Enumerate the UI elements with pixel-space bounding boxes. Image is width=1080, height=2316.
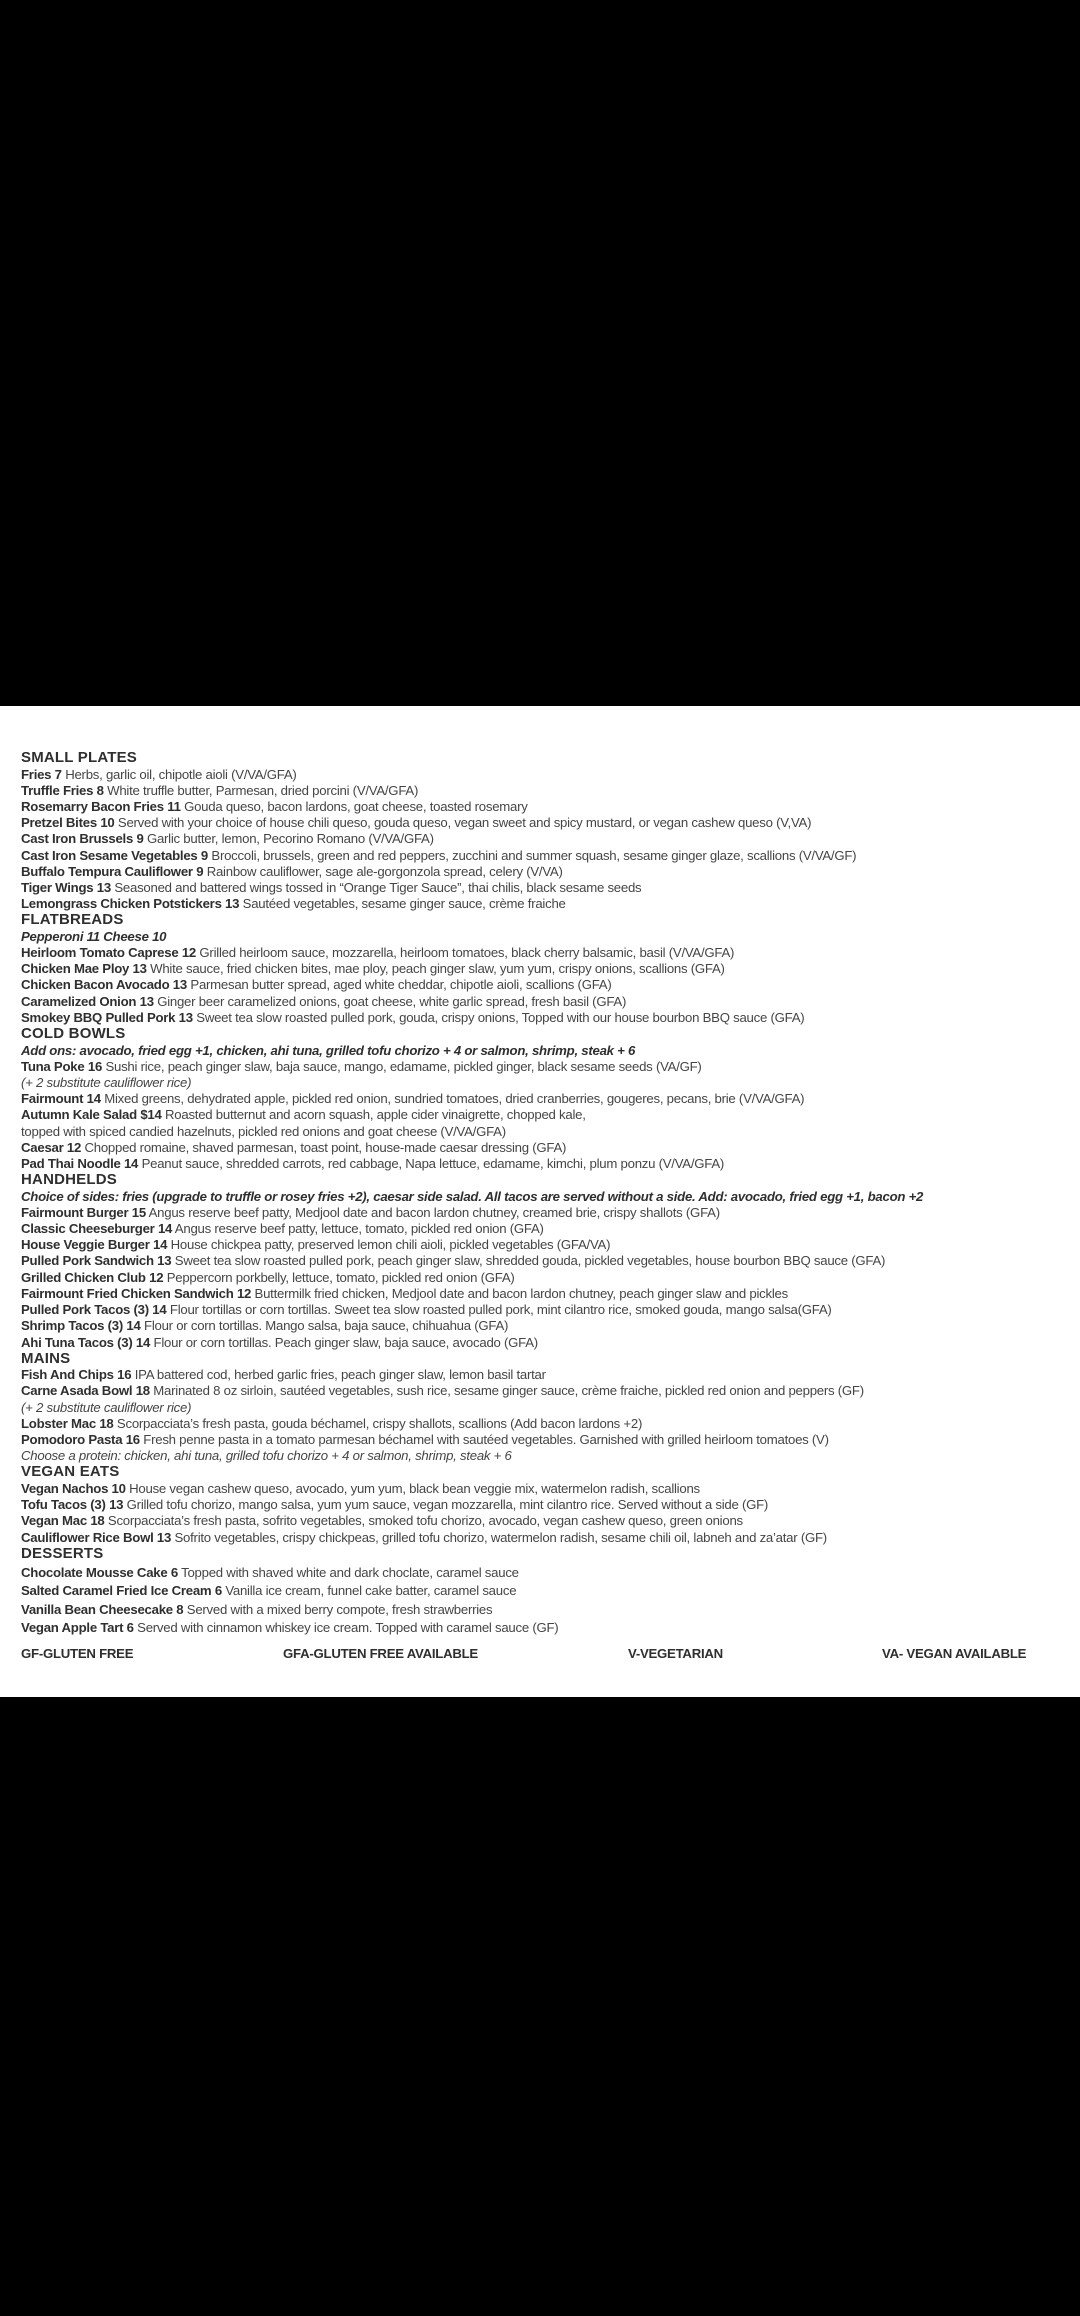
dietary-legend (21, 1646, 1060, 1662)
item-name: Chocolate Mousse Cake 6 (21, 1564, 178, 1580)
item-description: Peanut sauce, shredded carrots, red cabbage, Napa lettuce, edamame, kimchi, plum ponzu (V/VA/GFA) (138, 1155, 725, 1171)
item-name: Fairmount 14 (21, 1091, 101, 1107)
item-description: IPA battered cod, herbed garlic fries, peach ginger slaw, lemon basil tartar (131, 1367, 546, 1383)
menu-item (21, 1091, 1060, 1107)
item-description: Fresh penne pasta in a tomato parmesan béchamel with sautéed vegetables. Garnished with grilled heirloom tomatoes (V) (139, 1432, 829, 1448)
menu-item (21, 1432, 1060, 1448)
item-description: Sofrito vegetables, crispy chickpeas, grilled tofu chorizo, watermelon radish, sesame chili oil, labneh and za’atar (GF) (171, 1529, 827, 1545)
item-description: Mixed greens, dehydrated apple, pickled red onion, sundried tomatoes, dried cranberries, gougeres, pecans, brie (V/VA/GFA) (100, 1091, 805, 1107)
item-description: Topped with shaved white and dark choclate, caramel sauce (177, 1564, 519, 1580)
item-description: Chopped romaine, shaved parmesan, toast point, house-made caesar dressing (GFA) (81, 1139, 567, 1155)
item-name: Carne Asada Bowl 18 (21, 1383, 150, 1399)
legend-gluten-free-available: GFA-GLUTEN FREE AVAILABLE (283, 1646, 478, 1662)
item-note: (+ 2 substitute cauliflower rice) (21, 1399, 192, 1415)
item-description: Flour or corn tortillas. Peach ginger slaw, baja sauce, avocado (GFA) (150, 1334, 538, 1350)
menu-item (21, 1237, 1060, 1253)
menu-item (21, 848, 1060, 864)
menu-item (21, 1318, 1060, 1334)
menu-item (21, 1302, 1060, 1318)
item-description: Seasoned and battered wings tossed in “Orange Tiger Sauce”, thai chilis, black sesame seeds (110, 879, 642, 895)
item-description: Peppercorn porkbelly, lettuce, tomato, pickled red onion (GFA) (163, 1269, 515, 1285)
menu-item (21, 815, 1060, 831)
item-name: Autumn Kale Salad $14 (21, 1107, 162, 1123)
item-name: Lobster Mac 18 (21, 1415, 114, 1431)
item-description: Sweet tea slow roasted pulled pork, peach ginger slaw, shredded gouda, pickled vegetables, house bourbon BBQ sauce (GFA) (171, 1253, 886, 1269)
item-description: Rainbow cauliflower, sage ale-gorgonzola spread, celery (V/VA) (203, 863, 563, 879)
item-description: House chickpea patty, preserved lemon chili aioli, pickled vegetables (GFA/VA) (167, 1237, 611, 1253)
item-description: Ginger beer caramelized onions, goat cheese, white garlic spread, fresh basil (GFA) (153, 993, 627, 1009)
item-name: Lemongrass Chicken Potstickers 13 (21, 896, 240, 912)
menu-item (21, 831, 1060, 847)
menu-item (21, 1383, 1060, 1399)
item-description-continued: topped with spiced candied hazelnuts, pickled red onions and goat cheese (V/VA/GFA) (21, 1123, 506, 1139)
menu-item (21, 1270, 1060, 1286)
item-name: Fries 7 (21, 766, 62, 782)
item-name: Fairmount Burger 15 (21, 1204, 146, 1220)
item-description: Sweet tea slow roasted pulled pork, gouda, crispy onions, Topped with our house bourbon BBQ sauce (GFA) (192, 1009, 805, 1025)
menu-item (21, 1513, 1060, 1529)
section-title-vegan-eats: VEGAN EATS (21, 1463, 120, 1481)
item-description: Roasted butternut and acorn squash, apple cider vinaigrette, chopped kale, (161, 1107, 586, 1123)
item-name: Pretzel Bites 10 (21, 815, 115, 831)
menu-item (21, 1497, 1060, 1513)
item-description: Vanilla ice cream, funnel cake batter, caramel sauce (221, 1583, 517, 1599)
item-description: Marinated 8 oz sirloin, sautéed vegetables, sush rice, sesame ginger sauce, crème fraiche, pickled red onion and peppers (GF) (149, 1383, 864, 1399)
item-name: House Veggie Burger 14 (21, 1237, 168, 1253)
menu-item (21, 1481, 1060, 1497)
item-name: Fish And Chips 16 (21, 1367, 132, 1383)
item-description: White sauce, fried chicken bites, mae ploy, peach ginger slaw, yum yum, crispy onions, scallions (GFA) (146, 961, 725, 977)
menu-item (21, 1059, 1060, 1075)
item-name: Tiger Wings 13 (21, 879, 111, 895)
desserts-section (21, 1546, 1060, 1637)
item-name: Tuna Poke 16 (21, 1058, 103, 1074)
item-name: Grilled Chicken Club 12 (21, 1269, 164, 1285)
menu-item (21, 961, 1060, 977)
item-description: Grilled tofu chorizo, mango salsa, yum yum sauce, vegan mozzarella, mint cilantro rice. Served without a side (GF) (123, 1497, 769, 1513)
menu-item (21, 1156, 1060, 1172)
section-title-small-plates: SMALL PLATES (21, 749, 138, 766)
item-name: Shrimp Tacos (3) 14 (21, 1318, 141, 1334)
item-name: Salted Caramel Fried Ice Cream 6 (21, 1583, 222, 1599)
item-description: Buttermilk fried chicken, Medjool date and bacon lardon chutney, peach ginger slaw and pickles (251, 1285, 788, 1301)
menu-item (21, 1565, 1060, 1581)
section-title-desserts: DESSERTS (21, 1544, 104, 1562)
item-description: Flour or corn tortillas. Mango salsa, baja sauce, chihuahua (GFA) (140, 1318, 509, 1334)
menu-item (21, 1286, 1060, 1302)
item-name: Pomodoro Pasta 16 (21, 1432, 140, 1448)
item-name: Heirloom Tomato Caprese 12 (21, 945, 197, 961)
item-name: Chicken Mae Ploy 13 (21, 961, 147, 977)
menu-item (21, 799, 1060, 815)
legend-vegan-available: VA- VEGAN AVAILABLE (882, 1646, 1027, 1662)
item-name: Pulled Pork Sandwich 13 (21, 1253, 172, 1269)
item-name: Vegan Apple Tart 6 (21, 1620, 134, 1636)
item-name: Caramelized Onion 13 (21, 993, 154, 1009)
item-name: Ahi Tuna Tacos (3) 14 (21, 1334, 151, 1350)
menu-item (21, 1205, 1060, 1221)
menu-item (21, 864, 1060, 880)
item-name: Truffle Fries 8 (21, 782, 104, 798)
item-description: Sushi rice, peach ginger slaw, baja sauce, mango, edamame, pickled ginger, black sesame seeds (VA/GF) (102, 1058, 702, 1074)
menu-item (21, 767, 1060, 783)
menu-item (21, 1335, 1060, 1351)
item-name: Cauliflower Rice Bowl 13 (21, 1529, 172, 1545)
menu-item (21, 1416, 1060, 1432)
item-name: Vanilla Bean Cheesecake 8 (21, 1601, 184, 1617)
legend-vegetarian: V-VEGETARIAN (628, 1646, 723, 1662)
menu-item (21, 1583, 1060, 1599)
item-description: Grilled heirloom sauce, mozzarella, heirloom tomatoes, black cherry balsamic, basil (V/VA/GFA) (196, 945, 735, 961)
section-title-cold-bowls: COLD BOWLS (21, 1025, 126, 1043)
item-name: Smokey BBQ Pulled Pork 13 (21, 1009, 193, 1025)
item-description: Angus reserve beef patty, Medjool date and bacon lardon chutney, creamed brie, crispy shallots (GFA) (145, 1204, 720, 1220)
item-description: Herbs, garlic oil, chipotle aioli (V/VA/GFA) (61, 766, 297, 782)
menu-item (21, 994, 1060, 1010)
item-name: Pulled Pork Tacos (3) 14 (21, 1302, 167, 1318)
item-note: (+ 2 substitute cauliflower rice) (21, 1074, 192, 1090)
menu-page (0, 706, 1080, 1697)
menu-item (21, 977, 1060, 993)
section-title-flatbreads: FLATBREADS (21, 911, 124, 929)
item-name: Chicken Bacon Avocado 13 (21, 977, 187, 993)
flatbread-basic-prices: Pepperoni 11 Cheese 10 (21, 928, 167, 944)
item-description: Flour tortillas or corn tortillas. Sweet tea slow roasted pulled pork, mint cilantro rice, smoked gouda, mango salsa(GFA) (166, 1302, 832, 1318)
item-description: House vegan cashew queso, avocado, yum yum, black bean veggie mix, watermelon radish, scallions (125, 1480, 700, 1496)
menu-item (21, 1530, 1060, 1546)
menu-item (21, 1367, 1060, 1383)
item-name: Tofu Tacos (3) 13 (21, 1497, 124, 1513)
protein-note: Choose a protein: chicken, ahi tuna, grilled tofu chorizo + 4 or salmon, shrimp, steak + 6 (21, 1448, 512, 1464)
item-name: Vegan Nachos 10 (21, 1480, 126, 1496)
item-name: Caesar 12 (21, 1139, 82, 1155)
item-name: Rosemarry Bacon Fries 11 (21, 798, 181, 814)
section-title-handhelds: HANDHELDS (21, 1171, 117, 1189)
menu-item (21, 1010, 1060, 1026)
item-description: Served with a mixed berry compote, fresh strawberries (183, 1601, 493, 1617)
item-name: Pad Thai Noodle 14 (21, 1155, 139, 1171)
item-description: Scorpacciata’s fresh pasta, gouda béchamel, crispy shallots, scallions (Add bacon lardons +2) (113, 1415, 643, 1431)
menu-item (21, 896, 1060, 912)
menu-item (21, 1107, 1060, 1123)
item-description: Served with cinnamon whiskey ice cream. Topped with caramel sauce (GF) (133, 1620, 559, 1636)
menu-item (21, 1140, 1060, 1156)
item-name: Cast Iron Brussels 9 (21, 831, 144, 847)
item-description: Garlic butter, lemon, Pecorino Romano (V/VA/GFA) (143, 831, 434, 847)
menu-item (21, 1221, 1060, 1237)
handhelds-sides-note: Choice of sides: fries (upgrade to truffle or rosey fries +2), caesar side salad. All tacos are served without a side. Add: avocado, fried egg +1, bacon +2 (21, 1188, 924, 1204)
item-name: Classic Cheeseburger 14 (21, 1221, 173, 1237)
cold-bowls-addons: Add ons: avocado, fried egg +1, chicken, ahi tuna, grilled tofu chorizo + 4 or salmon, shrimp, steak + 6 (21, 1042, 636, 1058)
menu-item (21, 880, 1060, 896)
item-description: Gouda queso, bacon lardons, goat cheese, toasted rosemary (180, 798, 528, 814)
item-name: Buffalo Tempura Cauliflower 9 (21, 863, 204, 879)
item-description: Angus reserve beef patty, lettuce, tomato, pickled red onion (GFA) (172, 1221, 544, 1237)
section-title-mains: MAINS (21, 1349, 71, 1367)
menu-item (21, 1253, 1060, 1269)
item-description: Parmesan butter spread, aged white cheddar, chipotle aioli, scallions (GFA) (186, 977, 612, 993)
item-description: Served with your choice of house chili queso, gouda queso, vegan sweet and spicy mustard, or vegan cashew queso (V,VA) (114, 815, 812, 831)
item-name: Fairmount Fried Chicken Sandwich 12 (21, 1285, 252, 1301)
item-name: Vegan Mac 18 (21, 1513, 105, 1529)
menu-item (21, 783, 1060, 799)
menu-item (21, 945, 1060, 961)
legend-gluten-free: GF-GLUTEN FREE (21, 1646, 134, 1662)
item-description: White truffle butter, Parmesan, dried porcini (V/VA/GFA) (103, 782, 419, 798)
item-name: Cast Iron Sesame Vegetables 9 (21, 847, 208, 863)
menu-item (21, 1602, 1060, 1618)
item-description: Broccoli, brussels, green and red peppers, zucchini and summer squash, sesame ginger glaze, scallions (V/VA/GF) (208, 847, 857, 863)
item-description: Scorpacciata’s fresh pasta, sofrito vegetables, smoked tofu chorizo, avocado, vegan cashew queso, green onions (104, 1513, 743, 1529)
item-description: Sautéed vegetables, sesame ginger sauce, crème fraiche (239, 896, 566, 912)
menu-item (21, 1620, 1060, 1636)
